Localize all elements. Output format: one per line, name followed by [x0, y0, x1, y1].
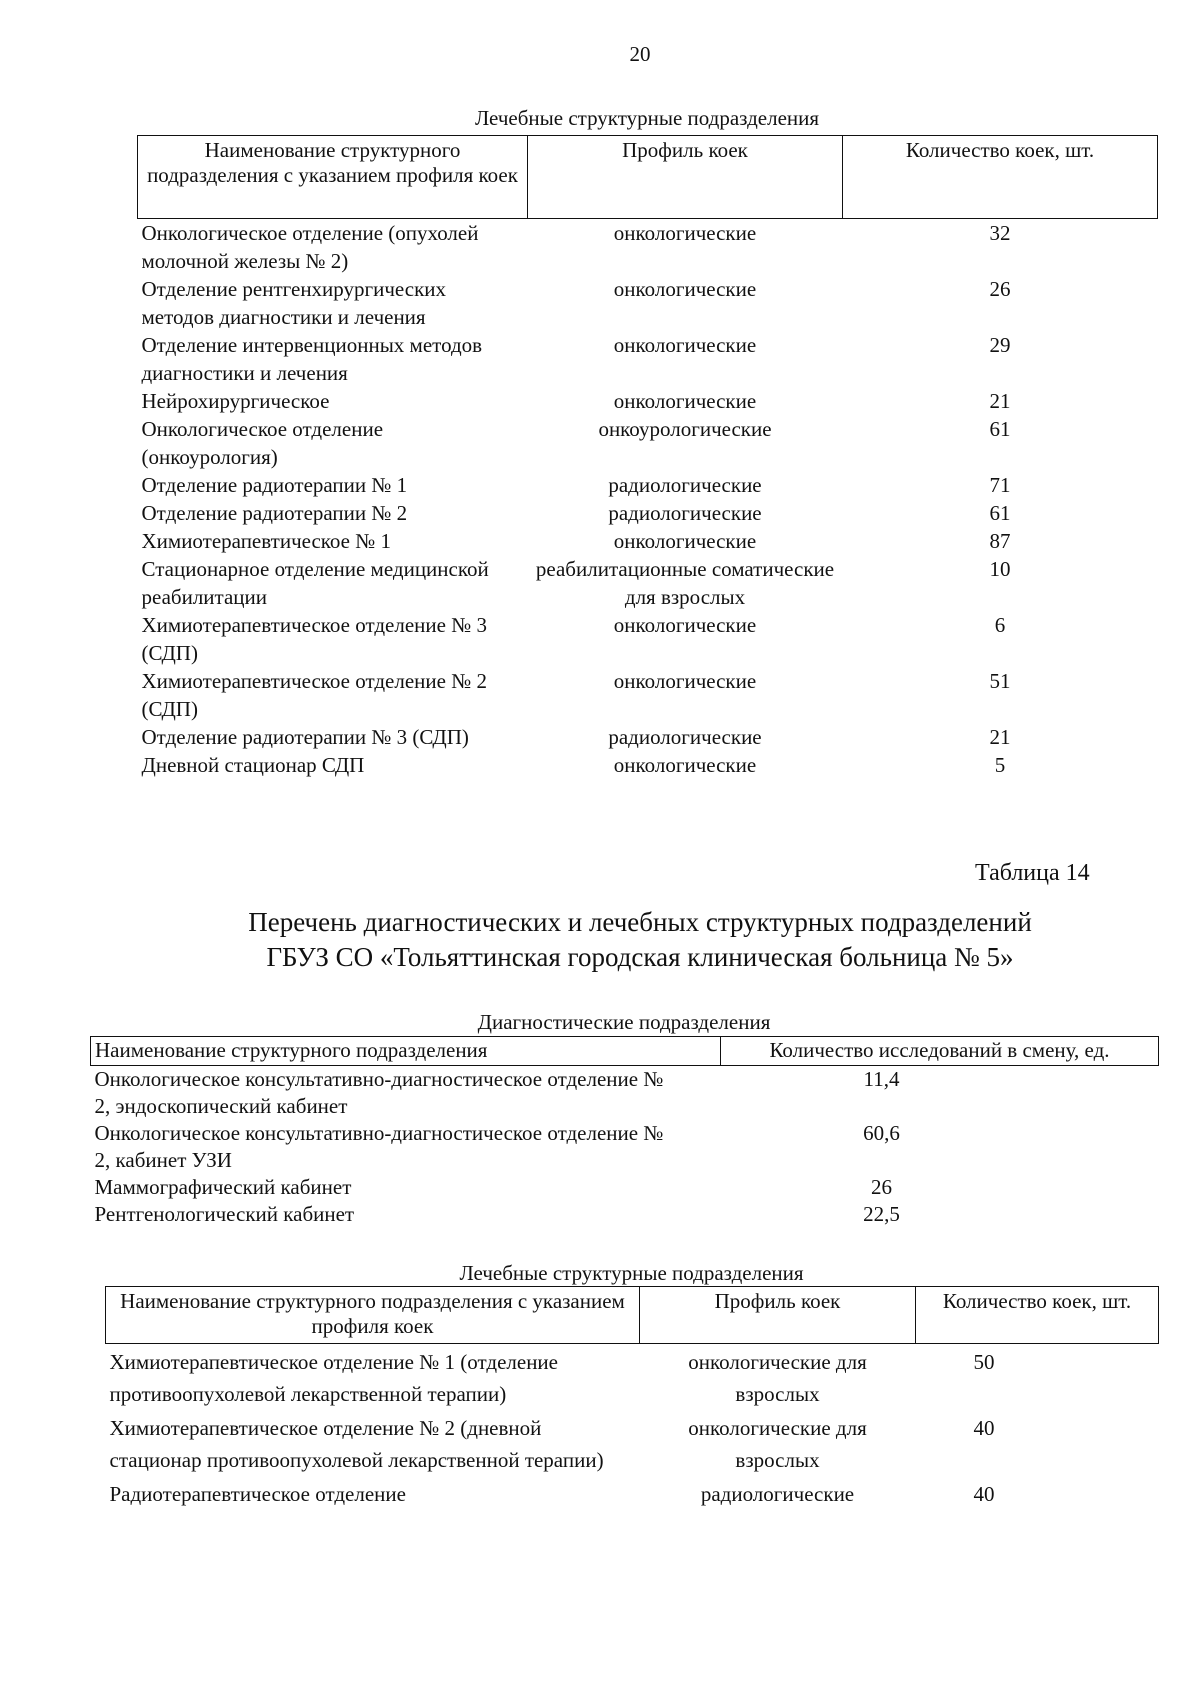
table1-cell-name: Нейрохирургическое — [141, 389, 330, 413]
table-row — [138, 555, 1158, 611]
table-row — [138, 611, 1158, 667]
table3-cell-name: Химиотерапевтическое отделение № 1 (отделение противоопухолевой лекарственной терапии) — [109, 1350, 558, 1406]
table1-cell-name: Химиотерапевтическое отделение № 2 (СДП) — [141, 669, 488, 721]
table1-cell-profile: онкологические — [613, 221, 757, 245]
table2-header-name: Наименование структурного подразделения — [91, 1037, 721, 1066]
table3-cell-name: Радиотерапевтическое отделение — [109, 1482, 406, 1506]
table1-cell-profile: реабилитационные соматические для взрослых — [535, 557, 835, 609]
table1-cell-count: 71 — [989, 473, 1011, 497]
table1-cell-profile: онкологические — [613, 529, 757, 553]
table3-header-count: Количество коек, шт. — [916, 1287, 1159, 1344]
table-row — [138, 275, 1158, 331]
table-row — [138, 219, 1158, 276]
table2-cell-name: Онкологическое консультативно-диагностическое отделение № 2, кабинет УЗИ — [94, 1121, 664, 1172]
table1-caption: Лечебные структурные подразделения — [474, 106, 820, 130]
table1-cell-name: Онкологическое отделение (онкоурология) — [141, 417, 384, 469]
table-row — [138, 331, 1158, 387]
table1-cell-count: 61 — [989, 501, 1011, 525]
table1-cell-count: 51 — [989, 669, 1011, 693]
table-row — [106, 1410, 1159, 1476]
table1-cell-name: Отделение радиотерапии № 2 — [141, 501, 408, 525]
table-row — [138, 723, 1158, 751]
table3-cell-count: 50 — [973, 1350, 995, 1374]
table-row — [138, 387, 1158, 415]
table2-cell-name: Маммографический кабинет — [94, 1175, 352, 1199]
table1-cell-name: Онкологическое отделение (опухолей молочной железы № 2) — [141, 221, 479, 273]
table2-cell-name: Рентгенологический кабинет — [94, 1202, 355, 1226]
table1-cell-count: 6 — [994, 613, 1006, 637]
table-row — [91, 1066, 1159, 1121]
table1-cell-name: Дневной стационар СДП — [141, 753, 365, 777]
table1-cell-profile: онкологические — [613, 333, 757, 357]
table-row — [91, 1120, 1159, 1174]
table3-header-profile: Профиль коек — [640, 1287, 916, 1344]
table2-cell-count: 26 — [871, 1175, 892, 1199]
table1-cell-profile: радиологические — [608, 473, 762, 497]
table1 — [137, 135, 1158, 779]
section-title-line2: ГБУЗ СО «Тольяттинская городская клиническая больница № 5» — [266, 942, 1014, 972]
table2-caption: Диагностические подразделения — [477, 1010, 771, 1034]
table1-cell-count: 87 — [989, 529, 1011, 553]
table3-cell-count: 40 — [973, 1482, 995, 1506]
table1-cell-name: Химиотерапевтическое отделение № 3 (СДП) — [141, 613, 488, 665]
table-row — [138, 471, 1158, 499]
table-row — [106, 1344, 1159, 1411]
table-number: Таблица 14 — [975, 860, 1090, 886]
table2-cell-count: 11,4 — [863, 1067, 900, 1091]
table-row — [91, 1201, 1159, 1228]
table1-cell-profile: онкологические — [613, 389, 757, 413]
table2-cell-name: Онкологическое консультативно-диагностическое отделение № 2, эндоскопический кабинет — [94, 1067, 664, 1118]
table1-header-name: Наименование структурного подразделения с указанием профиля коек — [138, 136, 528, 219]
table1-cell-count: 5 — [994, 753, 1006, 777]
table3-cell-profile: радиологические — [700, 1482, 855, 1506]
table-row — [138, 751, 1158, 779]
table2-cell-count: 60,6 — [863, 1121, 900, 1145]
table1-cell-profile: онкологические — [613, 277, 757, 301]
table3-caption: Лечебные структурные подразделения — [459, 1261, 804, 1285]
table-row — [138, 527, 1158, 555]
table1-cell-count: 21 — [989, 389, 1011, 413]
table2-cell-count: 22,5 — [863, 1202, 900, 1226]
table-row — [138, 415, 1158, 471]
table1-cell-profile: радиологические — [608, 501, 762, 525]
table3 — [105, 1286, 1159, 1510]
table1-cell-count: 61 — [989, 417, 1011, 441]
table1-cell-name: Отделение интервенционных методов диагностики и лечения — [141, 333, 483, 385]
table2 — [90, 1036, 1159, 1228]
table1-cell-name: Отделение рентгенхирургических методов диагностики и лечения — [141, 277, 447, 329]
page-number: 20 — [629, 42, 651, 66]
table1-cell-count: 32 — [989, 221, 1011, 245]
table3-cell-name: Химиотерапевтическое отделение № 2 (дневной стационар противоопухолевой лекарственной терапии) — [109, 1416, 604, 1472]
table-row — [138, 499, 1158, 527]
table1-cell-name: Отделение радиотерапии № 3 (СДП) — [141, 725, 469, 749]
table3-cell-profile: онкологические для взрослых — [688, 1416, 867, 1472]
table-row — [106, 1476, 1159, 1510]
section-title-line1: Перечень диагностических и лечебных структурных подразделений — [248, 907, 1032, 937]
table1-cell-name: Отделение радиотерапии № 1 — [141, 473, 408, 497]
table1-cell-count: 10 — [989, 557, 1011, 581]
table1-cell-count: 29 — [989, 333, 1011, 357]
table1-cell-profile: онкологические — [613, 613, 757, 637]
table1-cell-count: 21 — [989, 725, 1011, 749]
table3-cell-count: 40 — [973, 1416, 995, 1440]
table1-header-profile: Профиль коек — [528, 136, 843, 219]
table2-header-count: Количество исследований в смену, ед. — [721, 1037, 1159, 1066]
table-row — [91, 1174, 1159, 1201]
table1-cell-profile: онкоурологические — [598, 417, 772, 441]
table3-cell-profile: онкологические для взрослых — [688, 1350, 867, 1406]
table1-cell-profile: онкологические — [613, 753, 757, 777]
table1-cell-profile: онкологические — [613, 669, 757, 693]
table1-cell-name: Химиотерапевтическое № 1 — [141, 529, 392, 553]
table-row — [138, 667, 1158, 723]
table1-cell-name: Стационарное отделение медицинской реабилитации — [141, 557, 489, 609]
table1-cell-count: 26 — [989, 277, 1011, 301]
table3-header-name: Наименование структурного подразделения с указанием профиля коек — [106, 1287, 640, 1344]
table1-header-count: Количество коек, шт. — [843, 136, 1158, 219]
table1-cell-profile: радиологические — [608, 725, 762, 749]
